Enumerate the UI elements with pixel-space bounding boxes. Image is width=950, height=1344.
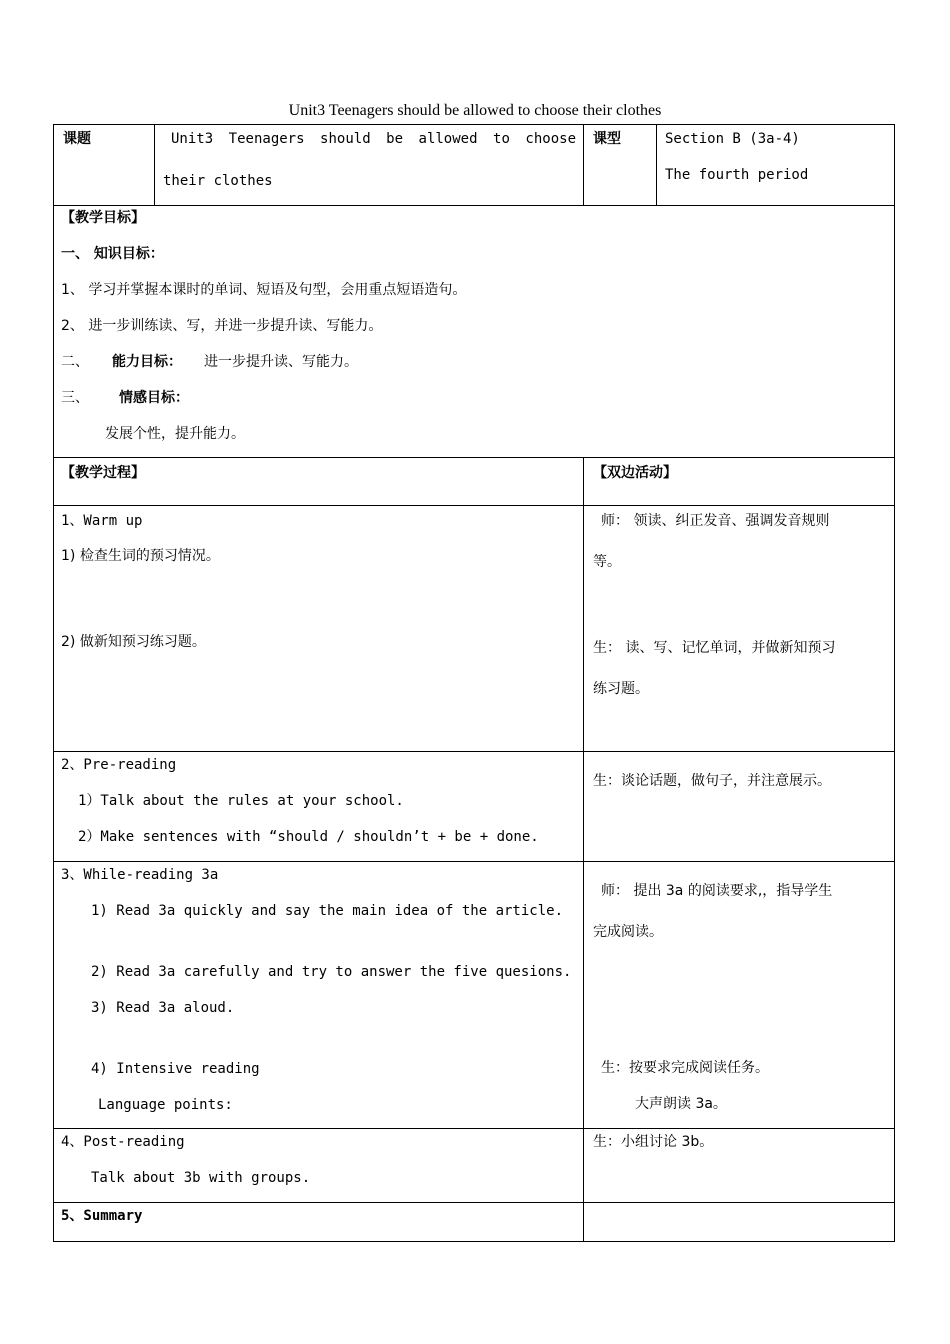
knowledge-goal-1: 1、 学习并掌握本课时的单词、短语及句型，会用重点短语造句。 [61,282,467,298]
warmup-teacher-line-1: 师： 领读、纠正发音、强调发音规则 [601,513,830,529]
topic-word: should [320,131,371,147]
type-value-cell [656,124,895,206]
emotion-goal-text: 发展个性，提升能力。 [105,426,245,442]
topic-word: Unit3 [171,131,214,147]
whilereading-student-line-1: 生：按要求完成阅读任务。 [601,1060,769,1076]
postreading-student: 生：小组讨论 3b。 [593,1134,714,1150]
postreading-activity-cell [583,1128,895,1203]
whilereading-student-line-2: 大声朗读 3a。 [635,1096,727,1112]
activity-heading-cell [583,457,895,506]
whilereading-item-4: 4) Intensive reading [91,1061,260,1077]
postreading-item-1: Talk about 3b with groups. [91,1170,311,1186]
whilereading-item-5: Language points: [98,1097,233,1113]
whilereading-title: 3、While-reading 3a [61,867,219,883]
prereading-item-2: 2）Make sentences with “should / shouldn’t + be + done. [78,829,539,845]
postreading-cell [53,1128,584,1203]
whilereading-item-1: 1) Read 3a quickly and say the main idea of the article. [91,903,564,919]
postreading-title: 4、Post-reading [61,1134,185,1150]
knowledge-goal-label: 一、 知识目标： [61,246,164,262]
topic-word: to [493,131,510,147]
topic-word: choose [525,131,576,147]
lesson-plan-table [53,124,895,1242]
warmup-title: 1、Warm up [61,513,143,529]
topic-line-1 [171,130,576,148]
summary-activity-cell [583,1202,895,1242]
prereading-student: 生：谈论话题，做句子，并注意展示。 [593,773,831,789]
topic-label-cell [53,124,155,206]
process-heading-cell [53,457,584,506]
summary-title: 5、Summary [61,1208,143,1224]
whilereading-teacher-line-1: 师： 提出 3a 的阅读要求,，指导学生 [601,883,833,899]
topic-word: be [386,131,403,147]
section-text: Section B (3a-4) [665,131,800,147]
warmup-teacher-line-2: 等。 [593,554,621,570]
period-text: The fourth period [665,167,809,183]
whilereading-item-2: 2) Read 3a carefully and try to answer the five quesions. [91,964,572,980]
process-heading: 【教学过程】 [61,465,145,481]
activity-heading: 【双边活动】 [593,465,677,481]
prereading-cell [53,751,584,862]
prereading-title: 2、Pre-reading [61,757,177,773]
warmup-student-line-2: 练习题。 [593,681,649,697]
warmup-activity-cell [583,505,895,752]
topic-word: allowed [418,131,478,147]
type-label: 课型 [593,131,621,147]
prereading-item-1: 1）Talk about the rules at your school. [78,793,404,809]
prereading-activity-cell [583,751,895,862]
warmup-item-1: 1) 检查生词的预习情况。 [61,548,220,564]
goals-heading: 【教学目标】 [61,210,145,226]
warmup-student-line-1: 生： 读、写、记忆单词，并做新知预习 [593,640,836,656]
whilereading-activity-cell [583,861,895,1129]
emotion-goal-number: 三、 [61,390,89,406]
goals-cell [53,205,895,458]
topic-word: Teenagers [228,131,305,147]
document-title: Unit3 Teenagers should be allowed to choose their clothes [288,102,662,119]
knowledge-goal-2: 2、 进一步训练读、写，并进一步提升读、写能力。 [61,318,383,334]
ability-goal-number: 二、 [61,354,89,370]
warmup-item-2: 2) 做新知预习练习题。 [61,634,206,650]
topic-label: 课题 [63,131,91,147]
warmup-cell [53,505,584,752]
ability-goal-label: 能力目标： [112,354,182,370]
whilereading-teacher-line-2: 完成阅读。 [593,924,663,940]
topic-value-cell [154,124,584,206]
whilereading-item-3: 3) Read 3a aloud. [91,1000,235,1016]
whilereading-cell [53,861,584,1129]
topic-line-2: their clothes [163,173,273,189]
ability-goal-text: 进一步提升读、写能力。 [204,354,358,370]
type-label-cell [583,124,657,206]
emotion-goal-label: 情感目标： [119,390,189,406]
summary-cell [53,1202,584,1242]
